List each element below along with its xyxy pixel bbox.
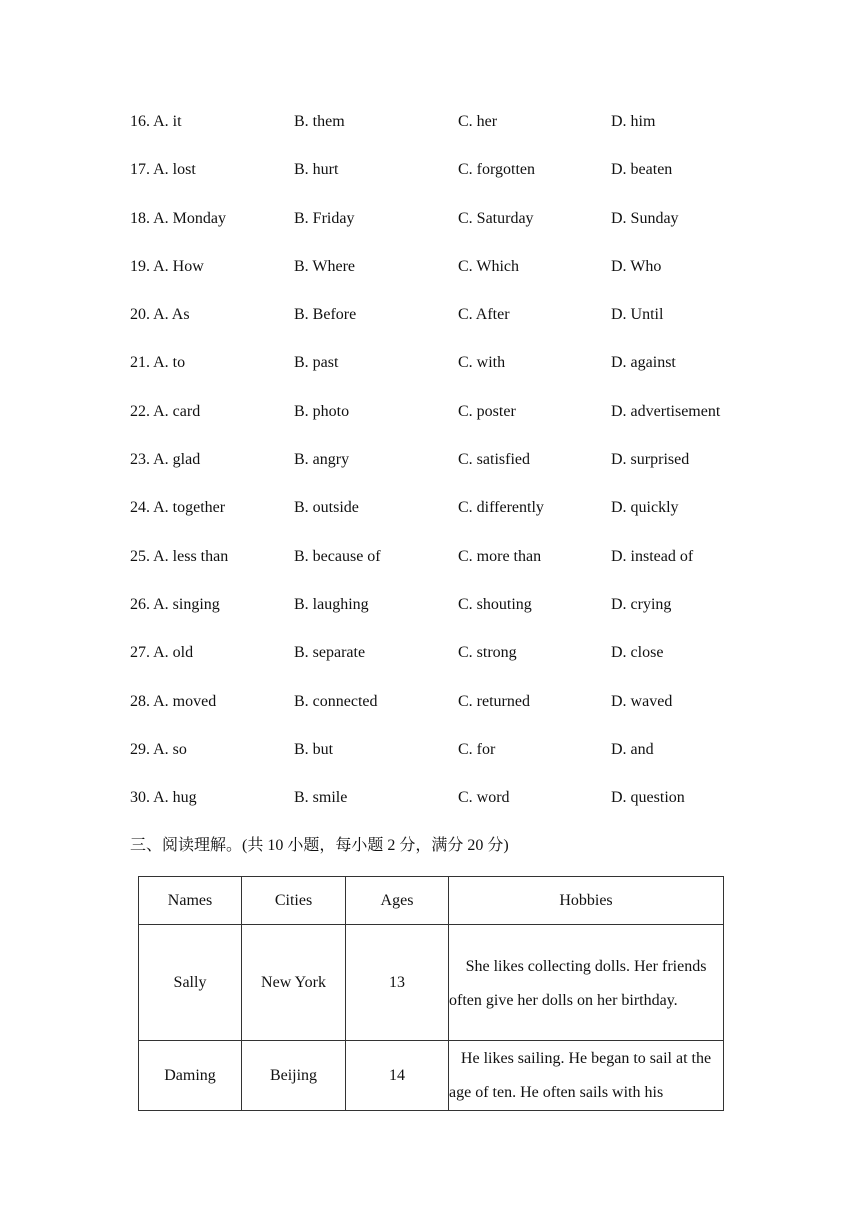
table-row [139,1041,724,1111]
option-d: D. beaten [611,161,673,179]
option-d: D. close [611,644,664,662]
option-a: 23. A. glad [130,451,201,469]
question-row-28 [130,688,770,736]
option-d: D. surprised [611,451,690,469]
option-c: C. shouting [458,595,532,613]
option-d: D. Who [611,257,662,275]
option-b: B. them [294,113,345,130]
option-a: 19. A. How [130,257,204,275]
cell-hobby: He likes sailing. He began to sail at the age of ten. He often sails with his [449,1041,724,1111]
cell-city: Beijing [242,1041,346,1111]
option-d: D. Until [611,306,664,324]
option-b: B. Friday [294,209,355,227]
option-b: B. connected [294,692,378,710]
section-title: 三、阅读理解。(共 10 小题，每小题 2 分，满分 20 分) [130,837,509,854]
cell-city: New York [242,925,346,1041]
option-c: C. poster [458,402,516,420]
table-row [139,925,724,1041]
option-d: D. quickly [611,499,679,517]
option-c: C. more than [458,547,542,565]
question-row-23 [130,446,770,494]
option-a: 20. A. As [130,306,190,324]
option-d: D. crying [611,595,672,613]
option-a: 30. A. hug [130,789,197,807]
option-b: B. smile [294,789,348,807]
option-c: C. Which [458,257,520,275]
option-b: B. Before [294,306,357,324]
header-names: Names [139,877,242,925]
option-a: 18. A. Monday [130,209,226,227]
option-b: B. separate [294,644,366,662]
option-d: D. and [611,740,654,758]
option-d: D. question [611,789,685,807]
question-row-29 [130,736,770,784]
option-a: 26. A. singing [130,595,220,613]
option-d: D. advertisement [611,402,721,420]
cell-name: Sally [139,925,242,1041]
question-row-27 [130,639,770,687]
option-a: 22. A. card [130,402,201,420]
cell-name: Daming [139,1041,242,1111]
question-row-21 [130,349,770,397]
option-c: C. differently [458,499,544,517]
option-b: B. past [294,354,339,372]
option-c: C. her [458,113,498,130]
question-row-20 [130,301,770,349]
option-c: C. satisfied [458,451,530,469]
option-a: 16. A. it [130,113,182,130]
option-a: 28. A. moved [130,692,217,710]
option-b: B. but [294,740,334,758]
option-d: D. Sunday [611,209,679,227]
option-a: 29. A. so [130,740,187,758]
option-a: 24. A. together [130,499,226,517]
option-c: C. After [458,306,510,324]
option-d: D. instead of [611,547,694,565]
option-d: D. him [611,113,656,130]
table-header-row [139,877,724,925]
option-c: C. forgotten [458,161,536,179]
question-row-24 [130,494,770,542]
option-b: B. outside [294,499,359,517]
question-row-25 [130,543,770,591]
cell-hobby: She likes collecting dolls. Her friends often give her dolls on her birthday. [449,925,724,1041]
option-c: C. returned [458,692,530,710]
option-c: C. strong [458,644,517,662]
option-a: 21. A. to [130,354,186,372]
option-d: D. waved [611,692,673,710]
option-c: C. with [458,354,506,372]
question-row-19 [130,253,770,301]
question-row-22 [130,398,770,446]
option-b: B. because of [294,547,381,565]
option-a: 25. A. less than [130,547,229,565]
hobbies-table [138,876,724,1111]
option-d: D. against [611,354,676,372]
option-b: B. angry [294,451,350,469]
question-row-17 [130,156,770,204]
option-c: C. for [458,740,496,758]
option-a: 27. A. old [130,644,194,662]
question-row-30 [130,784,770,832]
option-b: B. photo [294,402,350,420]
option-a: 17. A. lost [130,161,196,179]
question-row-18 [130,205,770,253]
option-c: C. Saturday [458,209,534,227]
option-c: C. word [458,789,510,807]
option-b: B. laughing [294,595,369,613]
header-hobbies: Hobbies [449,877,724,925]
option-b: B. hurt [294,161,339,179]
question-row-16 [130,108,770,156]
cell-age: 14 [346,1041,449,1111]
header-ages: Ages [346,877,449,925]
question-row-26 [130,591,770,639]
cell-age: 13 [346,925,449,1041]
header-cities: Cities [242,877,346,925]
option-b: B. Where [294,257,356,275]
question-options-list [130,108,770,832]
